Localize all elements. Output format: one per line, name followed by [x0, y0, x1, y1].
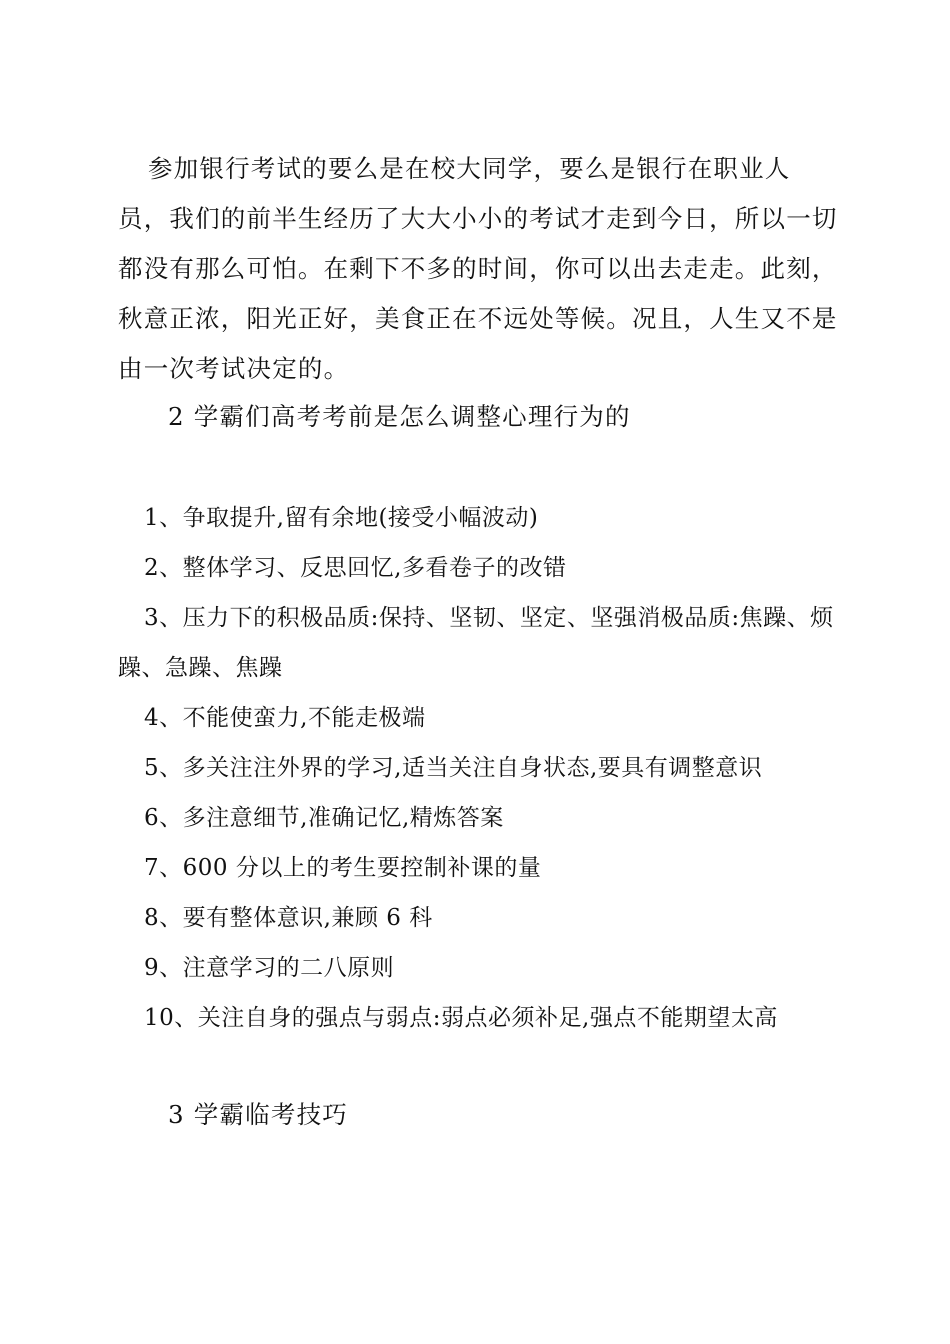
- list-item-text: 关注自身的强点与弱点:弱点必须补足,强点不能期望太高: [197, 1005, 778, 1031]
- list-item: [118, 993, 838, 1043]
- list-item: [118, 793, 838, 843]
- list-item-text: 注意学习的二八原则: [182, 955, 395, 981]
- list-item-text: 不能使蛮力,不能走极端: [182, 705, 426, 731]
- list-item-number: 4、: [144, 705, 183, 731]
- list-item-number: 8、: [144, 905, 183, 931]
- list-item-text: 压力下的积极品质:保持、坚韧、坚定、坚强消极品质:焦躁、烦躁、急躁、焦躁: [118, 605, 834, 681]
- list-item-text: 多注意细节,准确记忆,精炼答案: [182, 805, 504, 831]
- section-3-heading: 3 学霸临考技巧: [168, 1100, 348, 1129]
- list-item-text: 多关注注外界的学习,适当关注自身状态,要具有调整意识: [182, 755, 763, 781]
- list-item: [118, 693, 838, 743]
- list-item: [118, 743, 838, 793]
- list-item-text: 要有整体意识,兼顾 6 科: [182, 905, 433, 931]
- list-item-text: 600 分以上的考生要控制补课的量: [182, 855, 542, 881]
- list-item: [118, 843, 838, 893]
- list-item-number: 2、: [144, 555, 183, 581]
- list-item-text: 争取提升,留有余地(接受小幅波动): [182, 505, 539, 531]
- list-item-text: 整体学习、反思回忆,多看卷子的改错: [182, 555, 567, 581]
- list-item: [118, 943, 838, 993]
- list-item-number: 1、: [144, 505, 183, 531]
- list-item-number: 9、: [144, 955, 183, 981]
- list-item: [118, 593, 838, 693]
- intro-paragraph: 参加银行考试的要么是在校大同学，要么是银行在职业人员，我们的前半生经历了大大小小的考试才走到今日，所以一切都没有那么可怕。在剩下不多的时间，你可以出去走走。此刻，秋意正浓，阳光正好，美食正在不远处等候。况且，人生又不是由一次考试决定的。: [118, 154, 838, 383]
- list-item-number: 6、: [144, 805, 183, 831]
- list-item-number: 5、: [144, 755, 183, 781]
- list-item-number: 3、: [144, 605, 183, 631]
- list-item-number: 10、: [144, 1005, 198, 1031]
- section-2-heading: 2 学霸们高考考前是怎么调整心理行为的: [168, 402, 631, 431]
- list-item: [118, 893, 838, 943]
- list-item: [118, 543, 838, 593]
- list-item-number: 7、: [144, 855, 183, 881]
- tips-list: [118, 493, 838, 1043]
- list-item: [118, 493, 838, 543]
